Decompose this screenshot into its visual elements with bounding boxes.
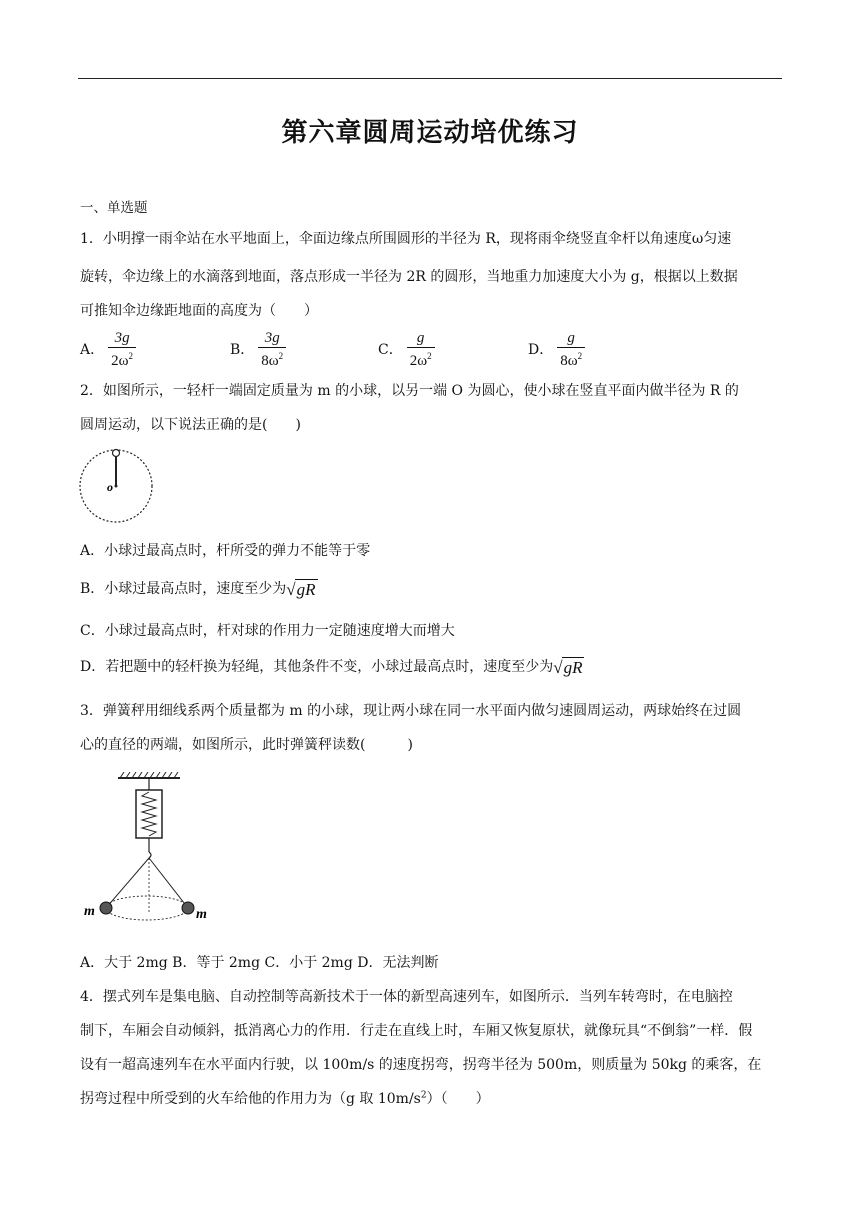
option-label: D．: [528, 342, 554, 358]
header-rule: [78, 78, 782, 79]
q2-option-c: C．小球过最高点时，杆对球的作用力一定随速度增大而增大: [80, 623, 455, 639]
fraction: $\frac{g}{2\omega^2}$: [407, 330, 435, 370]
mass-label-left: m: [84, 904, 95, 919]
fraction: $\frac{g}{8\omega^2}$: [557, 330, 585, 370]
q1-option-d: [528, 330, 585, 370]
q4-line-4: 拐弯过程中所受到的火车给他的作用力为（g 取 $10m/s^2$）（ ）: [80, 1090, 490, 1107]
option-label: A．: [80, 342, 105, 358]
q1-line-2: 旋转，伞边缘上的水滴落到地面，落点形成一半径为 2R 的圆形，当地重力加速度大小为 g，根据以上数据: [80, 269, 738, 285]
fraction: $\frac{3g}{8\omega^2}$: [258, 330, 286, 370]
page-title: 第六章圆周运动培优练习: [281, 118, 579, 148]
q2-line-1: 2．如图所示，一轻杆一端固定质量为 m 的小球，以另一端 O 为圆心，使小球在竖直平面内做半径为 R 的: [80, 383, 739, 399]
mass-label-right: m: [196, 907, 207, 922]
q4-line-2: 制下，车厢会自动倾斜，抵消离心力的作用．行走在直线上时，车厢又恢复原状，就像玩具“不倒翁”一样．假: [80, 1023, 753, 1039]
q1-line-3: 可推知伞边缘距地面的高度为（ ）: [80, 303, 318, 319]
fraction: $\frac{3g}{2\omega^2}$: [108, 330, 136, 370]
q3-options: A．大于 2mg B．等于 2mg C．小于 2mg D．无法判断: [80, 955, 439, 971]
option-label: C．: [378, 342, 403, 358]
q2-option-a: A．小球过最高点时，杆所受的弹力不能等于零: [80, 543, 371, 559]
q2-rod-circle-figure: [76, 444, 160, 528]
q1-option-b: [230, 330, 286, 370]
q2-line-2: 圆周运动，以下说法正确的是( ): [80, 417, 301, 433]
q3-spring-scale-figure: [84, 772, 214, 922]
pivot-label: o: [107, 480, 113, 494]
sqrt-expression: √gR: [553, 657, 583, 677]
q4-line-1: 4．摆式列车是集电脑、自动控制等高新技术于一体的新型高速列车，如图所示．当列车转弯时，在电脑控: [80, 989, 733, 1005]
q2-option-b: B．小球过最高点时，速度至少为√gR: [80, 579, 316, 599]
q1-option-c: [378, 330, 435, 370]
q1-line-1: 1．小明撑一雨伞站在水平地面上，伞面边缘点所围圆形的半径为 R，现将雨伞绕竖直伞杆以角速度ω匀速: [80, 231, 732, 247]
section-heading: 一、单选题: [80, 200, 148, 216]
q3-line-2: 心的直径的两端，如图所示，此时弹簧秤读数( ): [80, 737, 413, 753]
sqrt-expression: √gR: [286, 579, 316, 599]
q1-option-a: [80, 330, 136, 370]
q4-line-3: 设有一超高速列车在水平面内行驶，以 100m/s 的速度拐弯，拐弯半径为 500m，则质量为 50kg 的乘客，在: [80, 1057, 762, 1073]
option-label: B．: [230, 342, 255, 358]
q3-line-1: 3．弹簧秤用细线系两个质量都为 m 的小球，现让两小球在同一水平面内做匀速圆周运动，两球始终在过圆: [80, 703, 742, 719]
q2-option-d: D．若把题中的轻杆换为轻绳，其他条件不变，小球过最高点时，速度至少为√gR: [80, 657, 583, 677]
